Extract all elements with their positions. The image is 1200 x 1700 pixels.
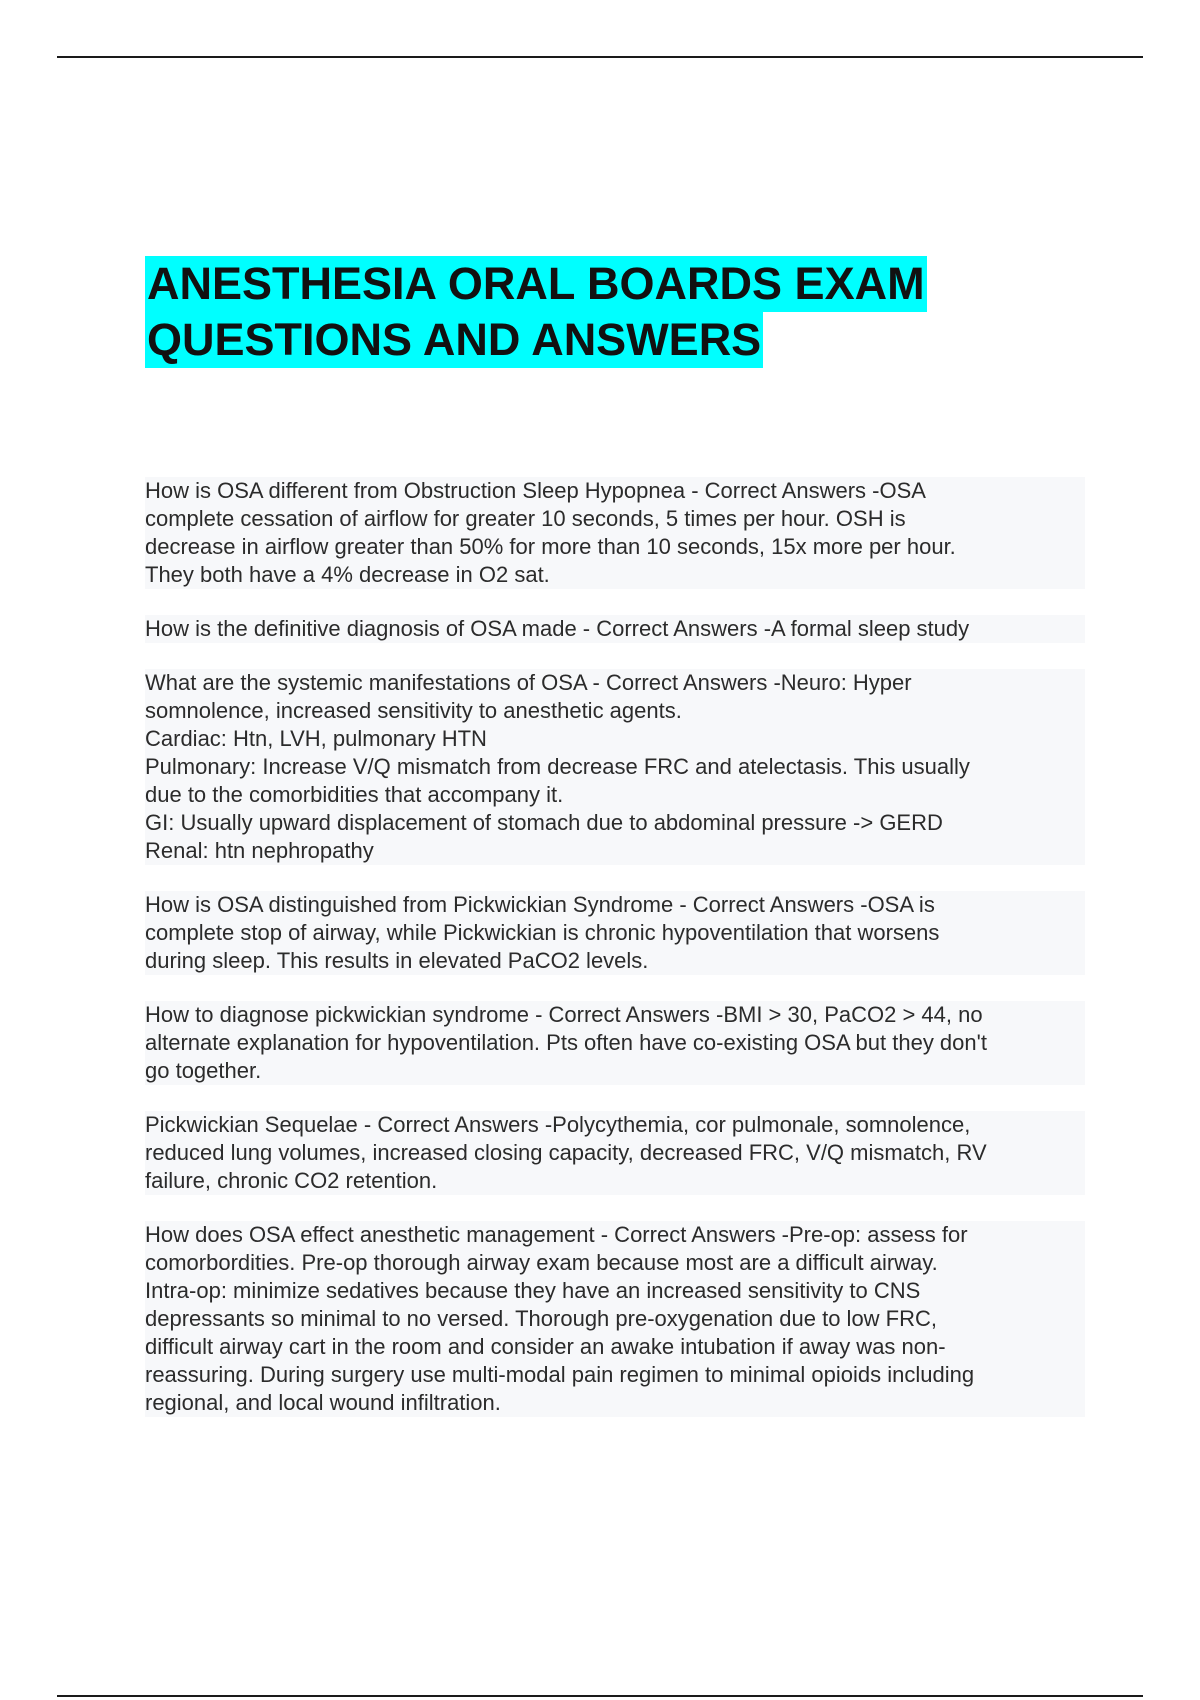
qa-line: Pickwickian Sequelae - Correct Answers -Polycythemia, cor pulmonale, somnolence,: [145, 1112, 971, 1137]
qa-line: go together.: [145, 1058, 262, 1083]
qa-item: [145, 1111, 1085, 1195]
qa-line: comorbordities. Pre-op thorough airway exam because most are a difficult airway.: [145, 1250, 938, 1275]
qa-line: reassuring. During surgery use multi-modal pain regimen to minimal opioids including: [145, 1362, 975, 1387]
qa-line: failure, chronic CO2 retention.: [145, 1168, 438, 1193]
qa-line: How is OSA different from Obstruction Sleep Hypopnea - Correct Answers -OSA: [145, 478, 926, 503]
title-line-2: QUESTIONS AND ANSWERS: [145, 312, 763, 368]
qa-line: reduced lung volumes, increased closing capacity, decreased FRC, V/Q mismatch, RV: [145, 1140, 987, 1165]
qa-item: [145, 891, 1085, 975]
top-divider: [57, 56, 1143, 58]
qa-line: How is OSA distinguished from Pickwickian Syndrome - Correct Answers -OSA is: [145, 892, 935, 917]
qa-line: regional, and local wound infiltration.: [145, 1390, 501, 1415]
qa-line: during sleep. This results in elevated PaCO2 levels.: [145, 948, 649, 973]
qa-item: [145, 615, 1085, 643]
qa-line: somnolence, increased sensitivity to anesthetic agents.: [145, 698, 682, 723]
qa-item: [145, 1001, 1085, 1085]
qa-line: Pulmonary: Increase V/Q mismatch from decrease FRC and atelectasis. This usually: [145, 754, 970, 779]
qa-line: How is the definitive diagnosis of OSA made - Correct Answers -A formal sleep study: [145, 616, 970, 641]
qa-line: decrease in airflow greater than 50% for more than 10 seconds, 15x more per hour.: [145, 534, 956, 559]
qa-item: [145, 1221, 1085, 1417]
qa-line: depressants so minimal to no versed. Thorough pre-oxygenation due to low FRC,: [145, 1306, 938, 1331]
qa-line: Intra-op: minimize sedatives because they have an increased sensitivity to CNS: [145, 1278, 921, 1303]
qa-line: complete stop of airway, while Pickwickian is chronic hypoventilation that worsens: [145, 920, 940, 945]
qa-line: GI: Usually upward displacement of stomach due to abdominal pressure -> GERD: [145, 810, 943, 835]
qa-line: due to the comorbidities that accompany it.: [145, 782, 564, 807]
qa-line: They both have a 4% decrease in O2 sat.: [145, 562, 550, 587]
qa-line: complete cessation of airflow for greater 10 seconds, 5 times per hour. OSH is: [145, 506, 906, 531]
qa-line: How does OSA effect anesthetic management - Correct Answers -Pre-op: assess for: [145, 1222, 968, 1247]
qa-line: Cardiac: Htn, LVH, pulmonary HTN: [145, 726, 487, 751]
qa-line: difficult airway cart in the room and consider an awake intubation if away was non-: [145, 1334, 946, 1359]
qa-item: [145, 669, 1085, 865]
qa-item: [145, 477, 1085, 589]
qa-line: Renal: htn nephropathy: [145, 838, 374, 863]
qa-line: How to diagnose pickwickian syndrome - Correct Answers -BMI > 30, PaCO2 > 44, no: [145, 1002, 983, 1027]
bottom-divider: [57, 1695, 1143, 1697]
document-title: [145, 256, 1105, 368]
qa-list: [145, 477, 1085, 1443]
qa-line: alternate explanation for hypoventilation. Pts often have co-existing OSA but they don't: [145, 1030, 987, 1055]
qa-line: What are the systemic manifestations of OSA - Correct Answers -Neuro: Hyper: [145, 670, 912, 695]
title-line-1: ANESTHESIA ORAL BOARDS EXAM: [145, 256, 927, 312]
